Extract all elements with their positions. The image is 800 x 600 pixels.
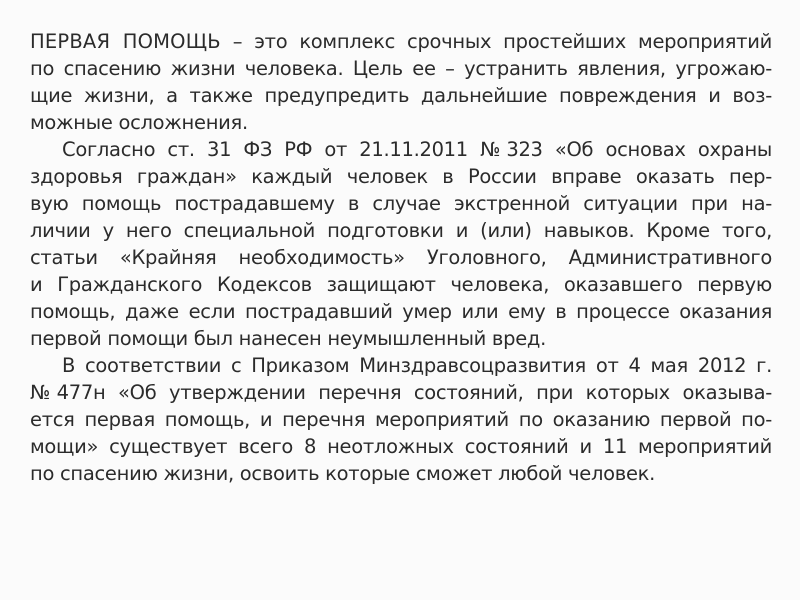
text-line: №477н «Об утверждении перечня состояний, при которых оказыва- [30, 381, 772, 404]
text-line: В соответствии с Приказом Минздравсоцразвития от 4 мая 2012 г. [62, 354, 772, 377]
text-line: первой помощи был нанесен неумышленный вред. [30, 327, 546, 350]
text-fragment: – это комплекс срочных простейших мероприятий [220, 30, 772, 53]
text-line: по спасению жизни, освоить которые сможет любой человек. [30, 462, 656, 485]
text-line: и Гражданского Кодексов защищают человека, оказавшего первую [30, 273, 772, 296]
text-line: статьи «Крайняя необходимость» Уголовного, Административного [30, 246, 772, 269]
paragraph-3 [30, 352, 772, 487]
text-line: ется первая помощь, и перечня мероприятий по оказанию первой по- [30, 408, 772, 431]
text-line: вую помощь пострадавшему в случае экстренной ситуации при на- [30, 192, 772, 215]
text-line: помощь, даже если пострадавший умер или ему в процессе оказания [30, 300, 772, 323]
text-line: мощи» существует всего 8 неотложных состояний и 11 мероприятий [30, 435, 772, 458]
text-line: по спасению жизни человека. Цель ее – устранить явления, угрожаю- [30, 57, 772, 80]
text-line: личии у него специальной подготовки и (или) навыков. Кроме того, [30, 219, 772, 242]
text-line: здоровья граждан» каждый человек в России вправе оказать пер- [30, 165, 772, 188]
document-text [30, 28, 772, 487]
text-line: щие жизни, а также предупредить дальнейшие повреждения и воз- [30, 84, 772, 107]
text-line: можные осложнения. [30, 111, 248, 134]
paragraph-2 [30, 136, 772, 352]
text-line [30, 28, 772, 55]
term-heading: ПЕРВАЯ ПОМОЩЬ [30, 30, 221, 53]
paragraph-1 [30, 28, 772, 136]
text-line: Согласно ст. 31 ФЗ РФ от 21.11.2011 №323 «Об основах охраны [62, 138, 772, 161]
